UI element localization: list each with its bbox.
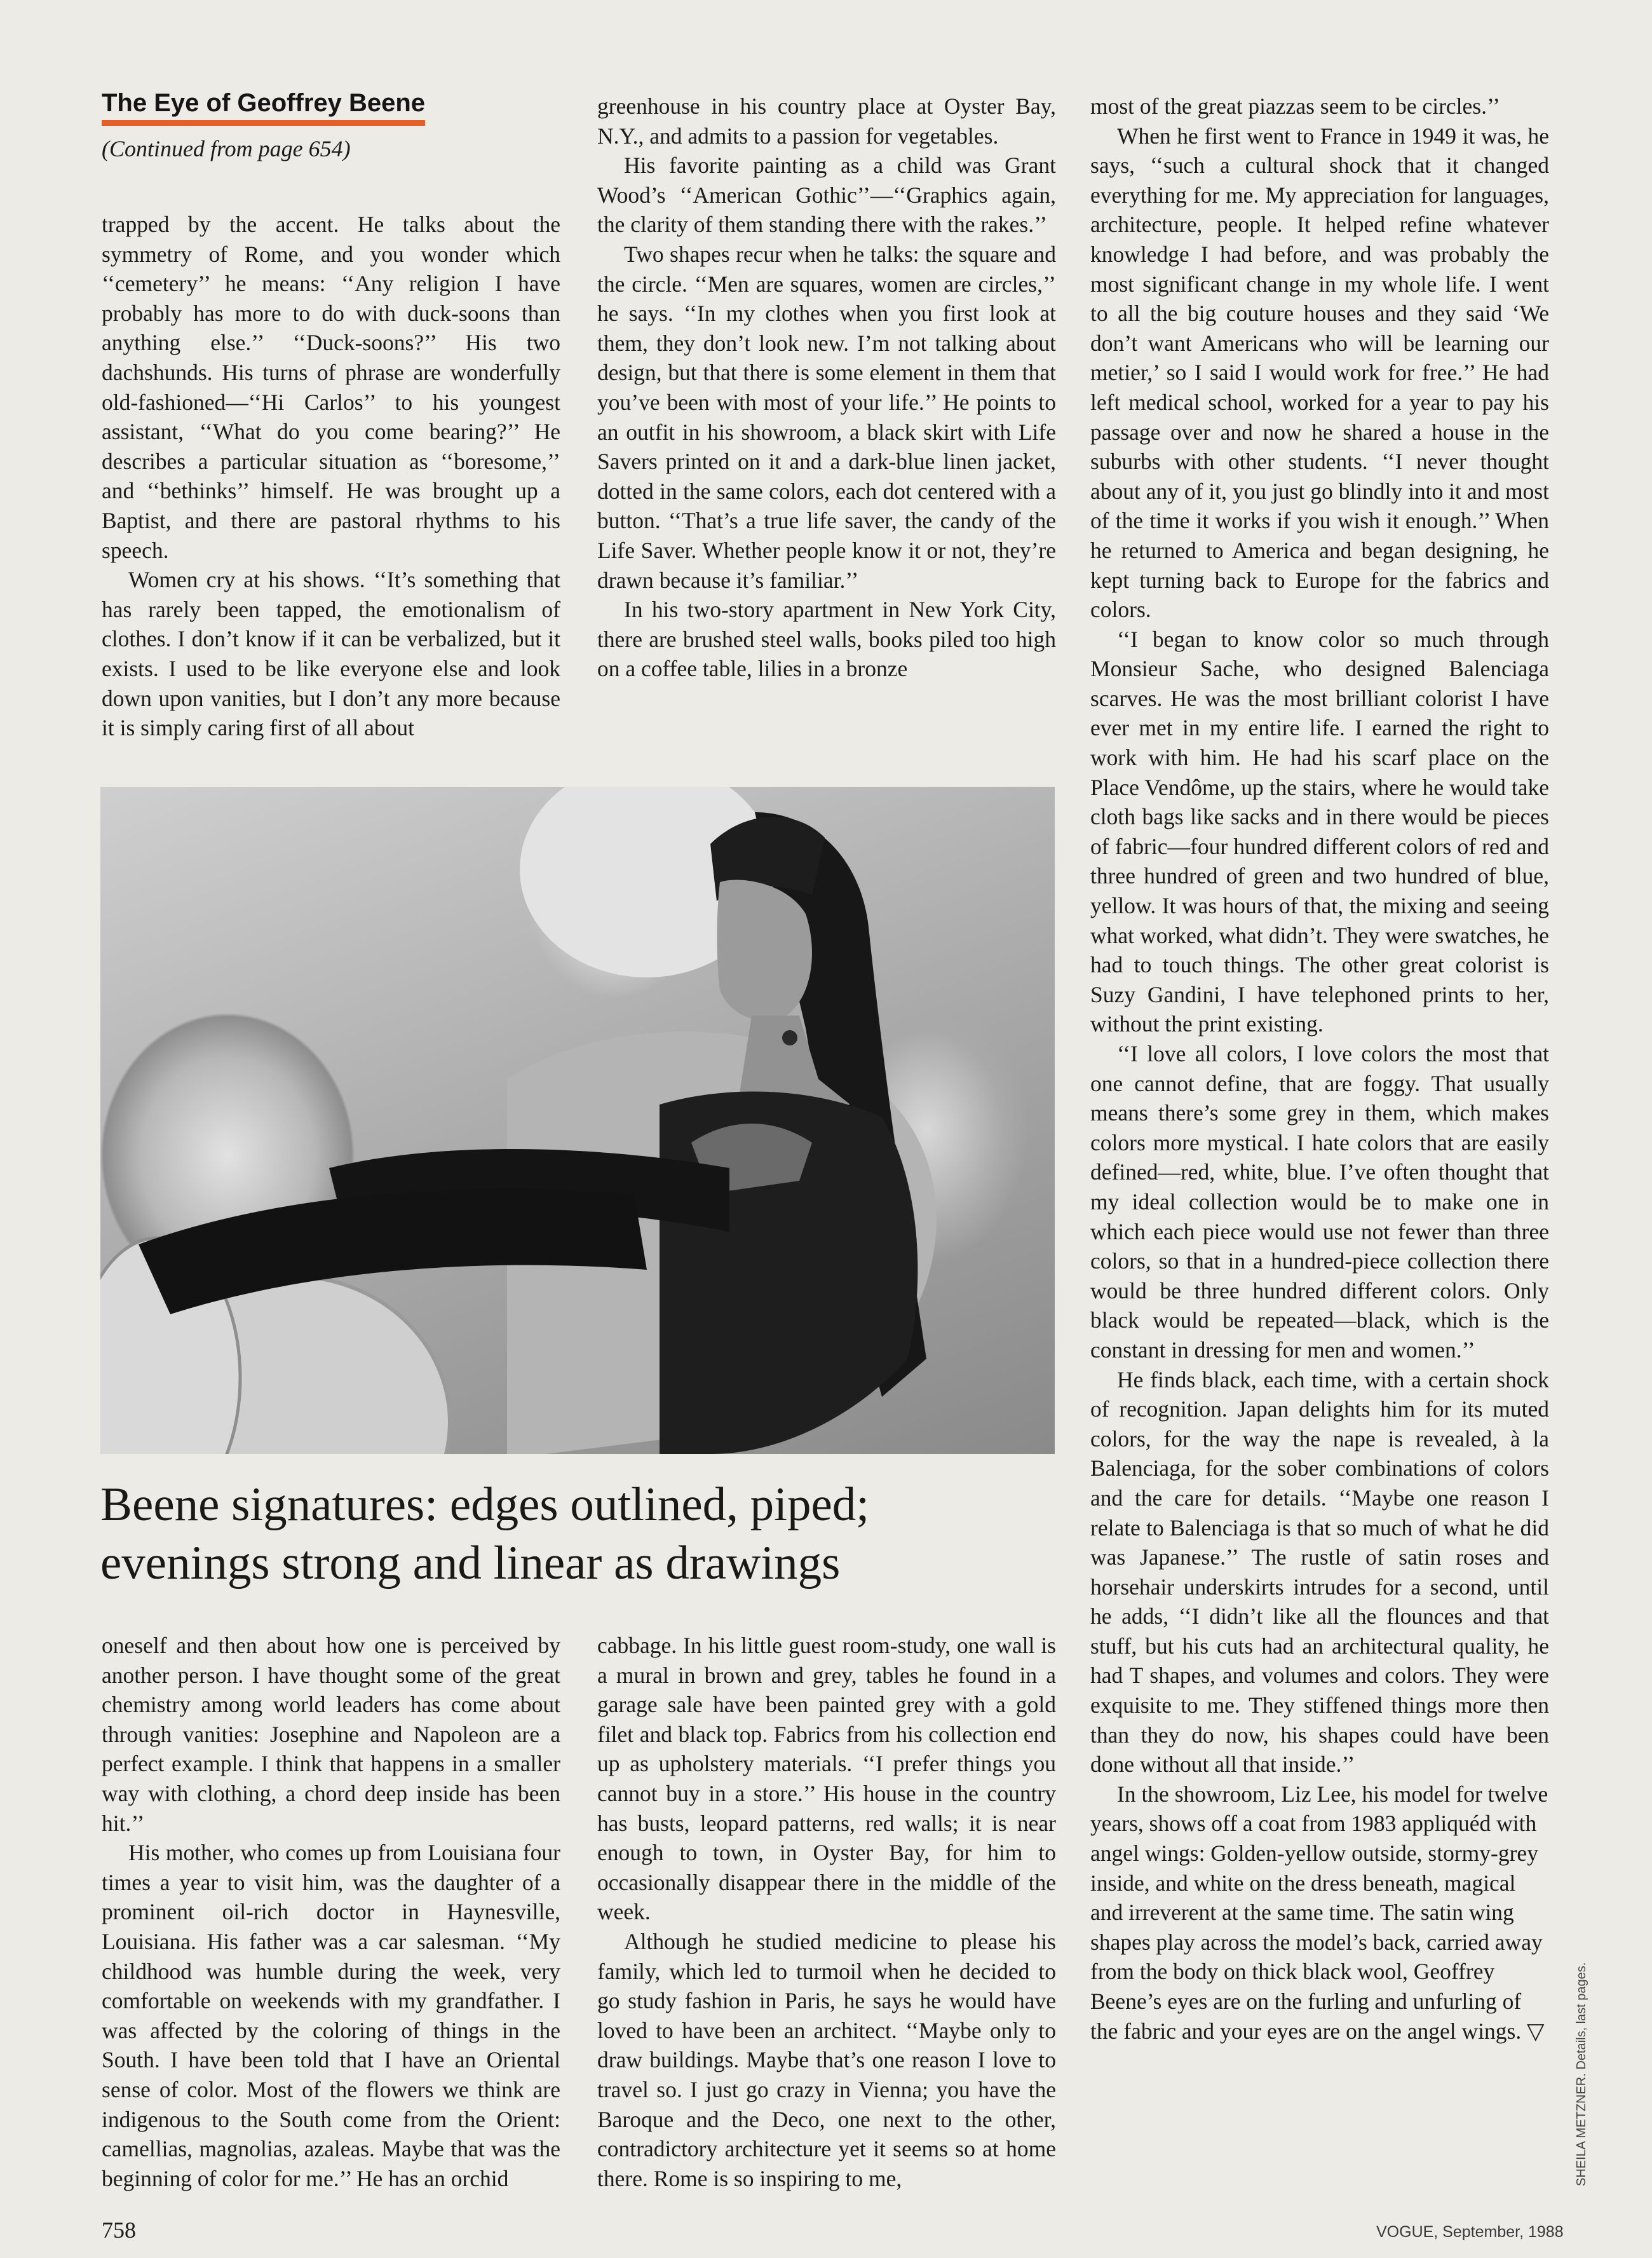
paragraph: Two shapes recur when he talks: the square and the circle. ‘‘Men are squares, women are circles,’’ he says. ‘‘In my clothes when you first look at them, they don’t look new. I’m not talking about design, but that there is some element in them that you’ve been with most of your life.’’ He points to an outfit in his showroom, a black skirt with Life Savers printed on it and a dark-blue linen jacket, dotted in the same colors, each dot centered with a button. ‘‘That’s a true life saver, the candy of the Life Saver. Whether people know it or not, they’re drawn because it’s familiar.’’ [597,241,1056,593]
paragraph: ‘‘I love all colors, I love colors the most that one cannot define, that are foggy. That usually means there’s some grey in them, which makes colors more mystical. I hate colors that are easily defined—red, white, blue. I’ve often thought that my ideal collection would be to make one in which each piece would use not fewer than three colors, so that in a hundred-piece collection there would be three hundred different colors. Only black would be repeated—black, which is the constant in dressing for men and women.’’ [1090,1041,1549,1363]
paragraph: trapped by the accent. He talks about the symmetry of Rome, and you wonder which ‘‘cemetery’’ he means: ‘‘Any religion I have probably has more to do with duck-soons than anything else.’’ ‘‘Duck-soons?’’ His two dachshunds. His turns of phrase are wonderfully old-fashioned—‘‘Hi Carlos’’ to his youngest assistant, ‘‘What do you come bearing?’’ He describes a particular situation as ‘‘boresome,’’ and ‘‘bethinks’’ himself. He was brought up a Baptist, and there are pastoral rhythms to his speech. [102,212,560,563]
paragraph: He finds black, each time, with a certain shock of recognition. Japan delights him for its muted colors, for the way the nape is revealed, à la Balenciaga, for the sober combinations of colors and the care for details. ‘‘Maybe one reason I relate to Balenciaga is that so much of what he did was Japanese.’’ The rustle of satin roses and horsehair underskirts intrudes for a second, until he adds, ‘‘I didn’t like all the flounces and that stuff, but his cuts had an architectural quality, he had T shapes, and volumes and colors. They were exquisite to me. They stiffened things more then than they do now, his shapes could have been done without all that inside.’’ [1090,1366,1549,1778]
photo-illustration [100,787,1055,1454]
page-number: 758 [102,2217,136,2243]
paragraph: In the showroom, Liz Lee, his model for twelve years, shows off a coat from 1983 appliquéd with angel wings: Golden-yellow outside, stormy-grey inside, and white on the dress beneath, magical and irreverent at the same time. The satin wing shapes play across the model’s back, carried away from the body on thick black wool, Geoffrey Beene’s eyes are on the furling and unfurling of the fabric and your eyes are on the angel wings. ▽ [1090,1781,1548,2044]
fashion-photograph [100,787,1055,1454]
continued-note: (Continued from page 654) [102,136,351,161]
paragraph: In his two-story apartment in New York City, there are brushed steel walls, books piled too high on a coffee table, lilies in a bronze [597,597,1056,682]
paragraph: His favorite painting as a child was Grant Wood’s ‘‘American Gothic’’—‘‘Graphics again, the clarity of them standing there with the rakes.’’ [597,153,1056,238]
magazine-issue: VOGUE, September, 1988 [1376,2223,1564,2241]
headline [100,1476,1055,1593]
column-top-middle [597,92,1056,684]
column-right [1090,92,1549,2046]
paragraph: oneself and then about how one is perceived by another person. I have thought some of the great chemistry among world leaders has come about through vanities: Josephine and Napoleon are a perfect example. I think that happens in a smaller way with clothing, a chord deep inside has been hit.’’ [102,1633,560,1836]
paragraph: When he first went to France in 1949 it was, he says, ‘‘such a cultural shock that it changed everything for me. My appreciation for languages, architecture, people. It helped refine whatever knowledge I had before, and was probably the most significant change in my whole life. I went to all the big couture houses and they said ‘We don’t want Americans who will be learning our metier,’ so I said I would work for free.’’ He had left medical school, worked for a year to pay his passage over and now he shared a house in the suburbs with other students. ‘‘I never thought about any of it, you just go blindly into it and most of the time it works if you wish it enough.’’ When he returned to America and began designing, he kept turning back to Europe for the fabrics and colors. [1090,123,1549,623]
paragraph: Women cry at his shows. ‘‘It’s something that has rarely been tapped, the emotionalism of clothes. I don’t know if it can be verbalized, but it exists. I used to be like everyone else and look down upon vanities, but I don’t any more because it is simply caring first of all about [102,567,560,741]
paragraph: ‘‘I began to know color so much through Monsieur Sache, who designed Balenciaga scarves. He was the most brilliant colorist I have ever met in my entire life. I earned the right to work with him. He had his scarf place on the Place Vendôme, up the stairs, where he would take cloth bags like sacks and in there would be pieces of fabric—four hundred different colors of red and three hundred of green and two hundred of blue, yellow. It was hours of that, the mixing and seeing what worked, what didn’t. They were swatches, he had to touch things. The other great colorist is Suzy Gandini, I have telephoned prints to her, without the print existing. [1090,626,1549,1037]
column-bottom-middle [597,1631,1056,2193]
paragraph: His mother, who comes up from Louisiana four times a year to visit him, was the daughter of a prominent oil-rich doctor in Haynesville, Louisiana. His father was a car salesman. ‘‘My childhood was humble during the week, very comfortable on weekends with my grandfather. I was affected by the coloring of things in the South. I have been told that I have an Oriental sense of color. Most of the flowers we think are indigenous to the South come from the Orient: camellias, magnolias, azaleas. Maybe that was the beginning of color for me.’’ He has an orchid [102,1840,560,2191]
column-bottom-left [102,1631,560,2193]
headline-line-1: Beene signatures: edges outlined, piped; [100,1478,870,1531]
paragraph: cabbage. In his little guest room-study, one wall is a mural in brown and grey, tables he found in a garage sale have been painted grey with a gold filet and black top. Fabrics from his collection end up as upholstery materials. ‘‘I prefer things you cannot buy in a store.’’ His house in the country has busts, leopard patterns, red walls; it is near enough to town, in Oyster Bay, for him to occasionally disappear there in the middle of the week. [597,1633,1056,1925]
photo-credit: SHEILA METZNER. Details, last pages. [1574,1962,1588,2186]
paragraph: greenhouse in his country place at Oyster Bay, N.Y., and admits to a passion for vegetables. [597,93,1056,149]
section-title: The Eye of Geoffrey Beene [102,89,425,126]
paragraph: Although he studied medicine to please his family, which led to turmoil when he decided to go study fashion in Paris, he says he would have loved to have been an architect. ‘‘Maybe only to draw buildings. Maybe that’s one reason I love to travel so. I just go crazy in Vienna; you have the Baroque and the Deco, one next to the other, contradictory architecture yet it seems so at home there. Rome is so inspiring to me, [597,1928,1056,2191]
headline-line-2: evenings strong and linear as drawings [100,1537,841,1589]
paragraph: most of the great piazzas seem to be circles.’’ [1090,93,1500,119]
column-top-left [102,210,560,743]
